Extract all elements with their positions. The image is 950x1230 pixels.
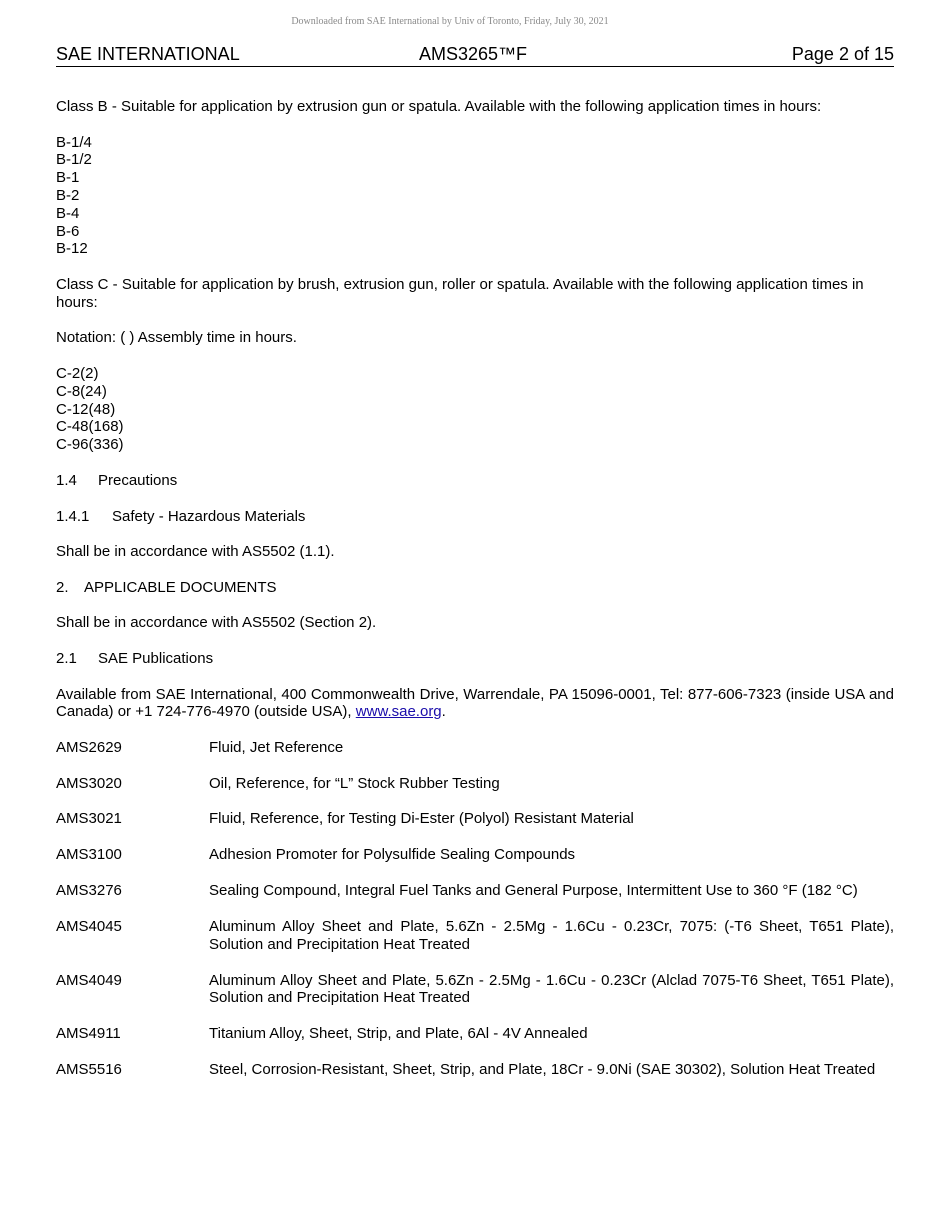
reference-code: AMS5516 [56,1061,122,1078]
reference-title: Steel, Corrosion-Resistant, Sheet, Strip, and Plate, 18Cr - 9.0Ni (SAE 30302), Solution Heat Treated [209,1061,876,1078]
reference-list [56,739,894,1079]
section-1-4-1-text: Shall be in accordance with AS5502 (1.1). [56,543,335,561]
section-2-1-heading [56,650,894,668]
list-item: B-4 [56,204,80,222]
reference-code: AMS3020 [56,774,122,792]
reference-code: AMS3276 [56,882,122,900]
reference-row [56,775,894,793]
sae-website-link[interactable]: www.sae.org [355,703,442,721]
reference-title: Fluid, Jet Reference [209,738,344,756]
reference-row [56,810,894,828]
document-body [56,98,894,1097]
download-watermark: Downloaded from SAE International by Univ of Toronto, Friday, July 30, 2021 [291,16,609,27]
section-2-text: Shall be in accordance with AS5502 (Section 2). [56,614,377,632]
reference-title: Adhesion Promoter for Polysulfide Sealing Compounds [209,846,576,864]
list-item: C-2(2) [56,364,99,382]
header-org: SAE INTERNATIONAL [56,44,240,64]
section-1-4-1-heading [56,508,894,526]
list-item: C-8(24) [56,382,107,400]
reference-title: Sealing Compound, Integral Fuel Tanks and General Purpose, Intermittent Use to 360 °F (182 °C) [209,882,858,900]
reference-row [56,1025,894,1043]
section-1-4-heading [56,472,894,490]
sae-address-text: Available from SAE International, 400 Commonwealth Drive, Warrendale, PA 15096-0001, Tel: 877-606-7323 (inside USA and Canada) or +1 724-776-4970 (outside USA), [56,685,894,721]
list-item: C-96(336) [56,436,124,454]
section-number: 1.4 [56,471,77,489]
section-2-heading [56,579,894,597]
reference-code: AMS2629 [56,738,122,756]
reference-code: AMS4911 [56,1025,121,1043]
reference-title: Aluminum Alloy Sheet and Plate, 5.6Zn - 2.5Mg - 1.6Cu - 0.23Cr (Alclad 7075-T6 Sheet, T651 Plate), Solution and Precipitation Heat Treated [209,971,894,1007]
section-number: 2.1 [56,649,77,667]
page-header [56,44,894,67]
section-number: 1.4.1 [56,507,90,525]
reference-code: AMS3100 [56,846,122,864]
reference-row [56,918,894,953]
sentence-end: . [441,703,446,721]
list-item: B-12 [56,240,88,258]
reference-code: AMS3021 [56,810,122,828]
class-b-list [56,134,894,259]
section-number: 2. [56,578,69,596]
header-page-number: Page 2 of 15 [791,44,894,64]
class-c-paragraph: Class C - Suitable for application by brush, extrusion gun, roller or spatula. Available with the following application times in hours: [56,276,864,311]
header-doc-number: AMS3265™F [419,44,528,64]
reference-title: Titanium Alloy, Sheet, Strip, and Plate, 6Al - 4V Annealed [209,1025,588,1043]
list-item: B-6 [56,222,80,240]
class-c-list [56,365,894,454]
section-title: Safety - Hazardous Materials [112,507,306,525]
reference-row [56,1061,894,1079]
reference-row [56,972,894,1007]
list-item: C-48(168) [56,418,124,436]
reference-row [56,882,894,900]
reference-code: AMS4045 [56,918,122,936]
reference-title: Oil, Reference, for “L” Stock Rubber Testing [209,774,500,792]
reference-row [56,739,894,757]
section-2-1-text [56,686,894,721]
reference-title: Aluminum Alloy Sheet and Plate, 5.6Zn - 2.5Mg - 1.6Cu - 0.23Cr, 7075: (-T6 Sheet, T651 Plate), Solution and Precipitation Heat Treated [209,918,894,953]
section-title: SAE Publications [98,649,214,667]
list-item: C-12(48) [56,400,116,418]
list-item: B-2 [56,186,80,204]
list-item: B-1/2 [56,151,92,169]
list-item: B-1/4 [56,133,92,151]
reference-code: AMS4049 [56,971,122,989]
section-title: Precautions [98,471,178,489]
list-item: B-1 [56,169,80,187]
class-b-paragraph: Class B - Suitable for application by extrusion gun or spatula. Available with the following application times in hours: [56,98,822,115]
reference-row [56,846,894,864]
reference-title: Fluid, Reference, for Testing Di-Ester (Polyol) Resistant Material [209,810,634,828]
class-c-notation: Notation: ( ) Assembly time in hours. [56,329,297,347]
section-title: APPLICABLE DOCUMENTS [84,578,277,596]
